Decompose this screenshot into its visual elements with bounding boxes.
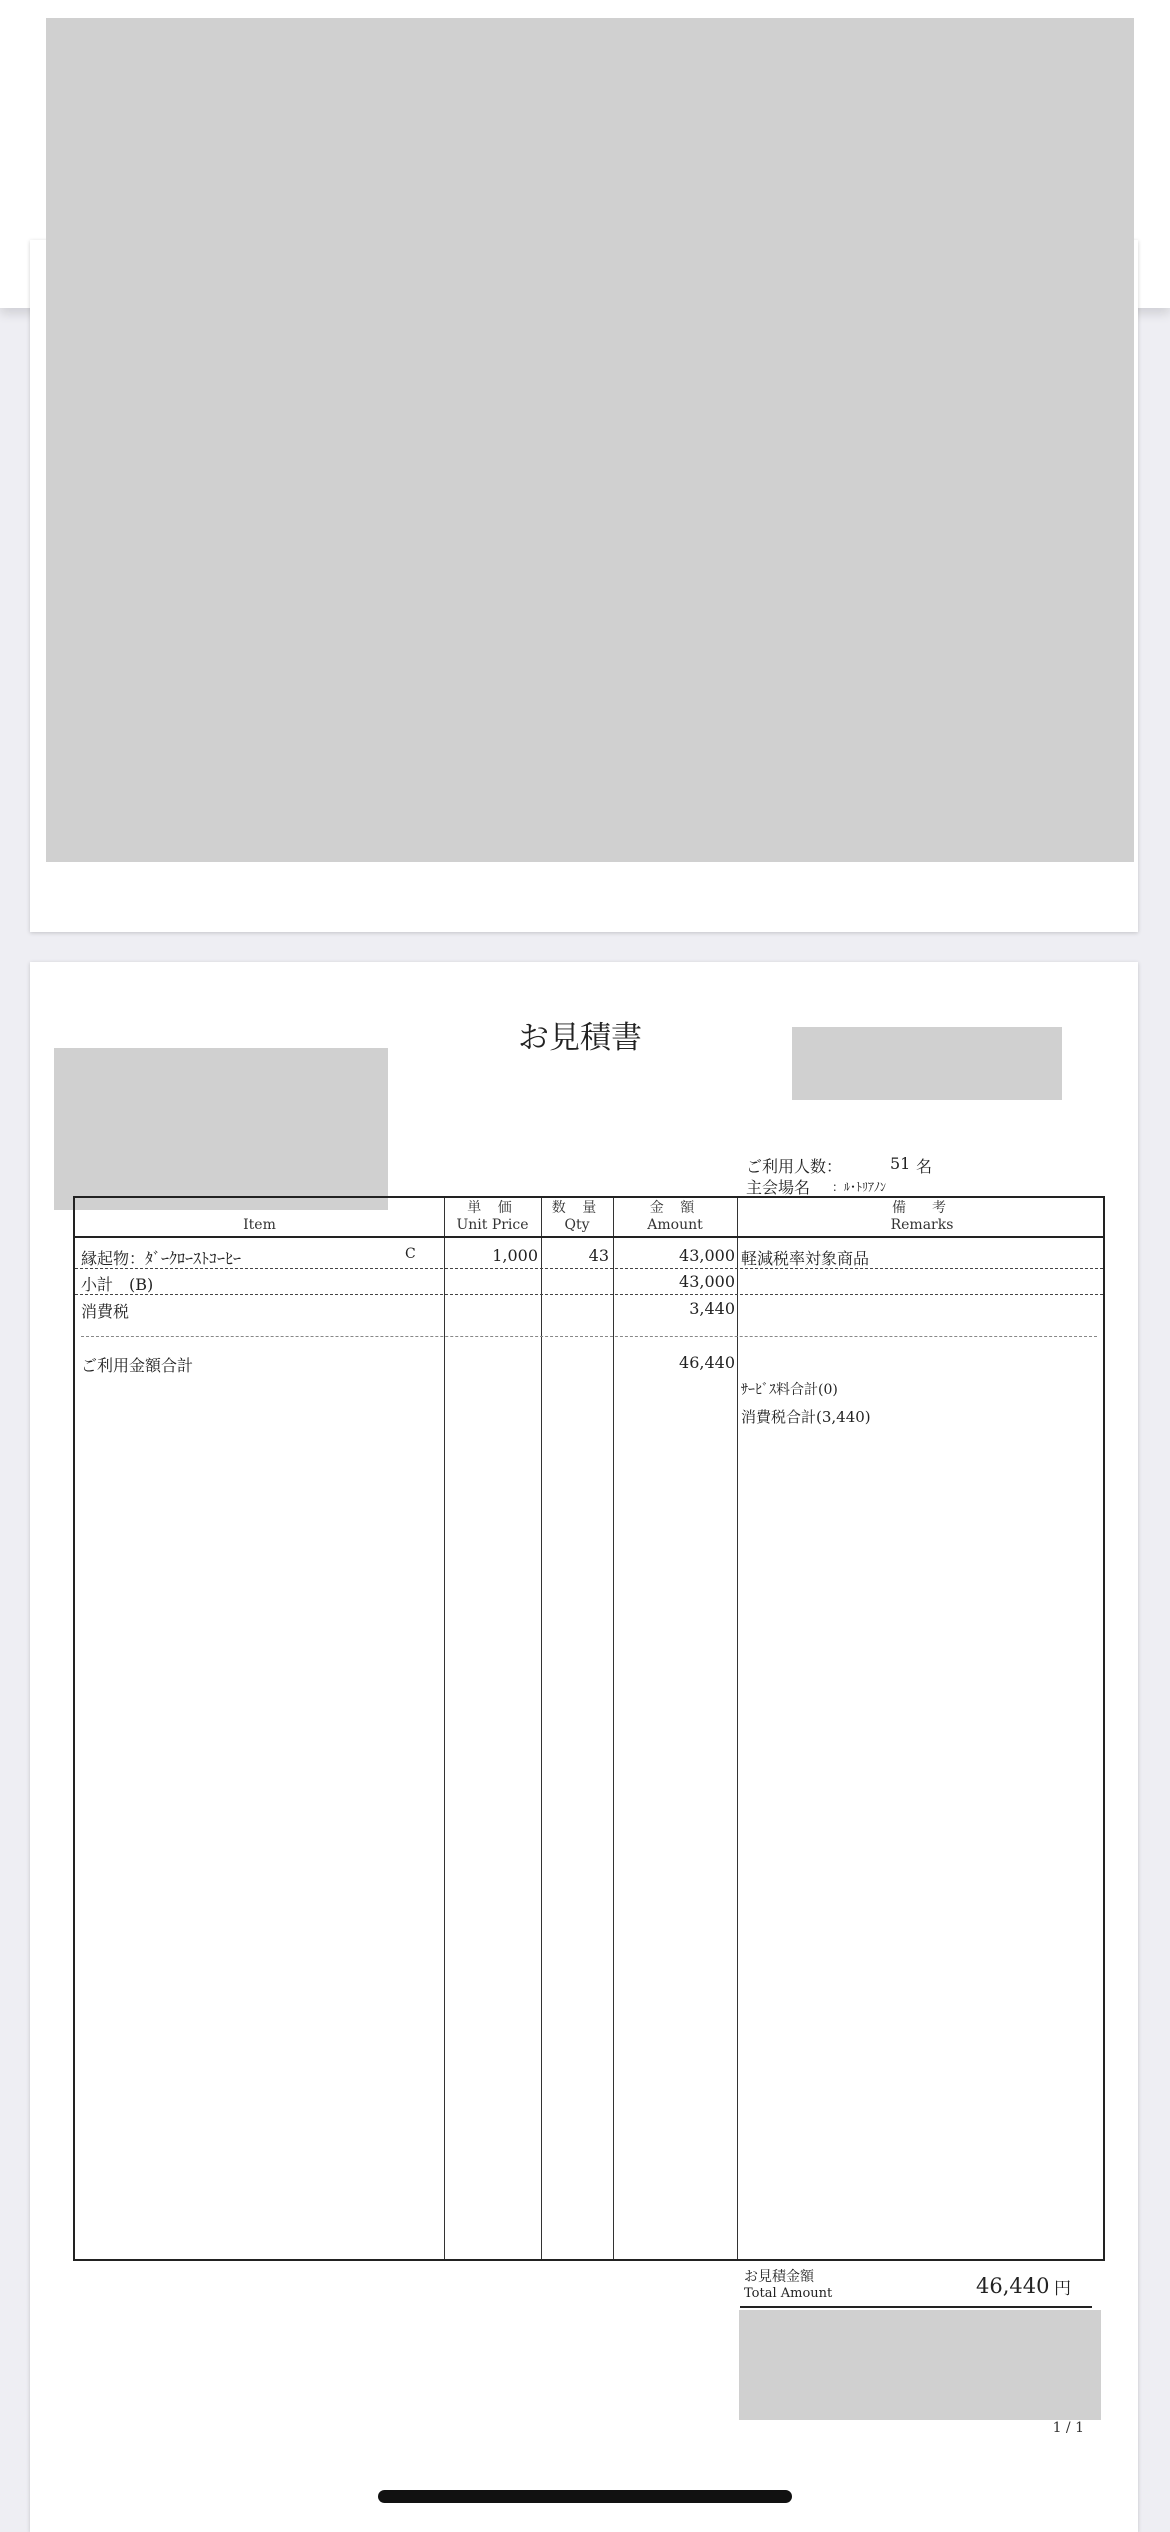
venue-label: 主会場名: [746, 1178, 811, 1197]
header-remarks: 備 考 Remarks: [890, 1200, 954, 1233]
page-number: 1 / 1: [1052, 2420, 1084, 2436]
header-item: Item: [243, 1217, 276, 1233]
attendees-unit: 名: [916, 1157, 933, 1176]
tax-label: 消費税: [81, 1302, 130, 1321]
attendees-value: 51: [890, 1154, 911, 1173]
attendees-label: ご利用人数：: [746, 1157, 843, 1176]
row-1-code: C: [405, 1246, 416, 1262]
total-unit: 円: [1054, 2279, 1071, 2299]
row-1-item: 縁起物：ﾀﾞｰｸﾛｰｽﾄｺｰﾋｰ: [81, 1249, 242, 1268]
home-indicator[interactable]: [378, 2490, 792, 2503]
total-label-en: Total Amount: [744, 2286, 833, 2301]
redacted-stamp: [792, 1027, 1062, 1100]
grand-total-label: ご利用金額合計: [81, 1356, 194, 1375]
estimate-table: [73, 1196, 1105, 2261]
header-amount: 金 額 Amount: [647, 1200, 703, 1233]
row-1-qty: 43: [588, 1246, 609, 1265]
subtotal-label: 小計 (B): [81, 1275, 154, 1294]
total-label-jp: お見積金額: [744, 2269, 814, 2285]
grand-total-amount: 46,440: [679, 1353, 735, 1372]
redacted-address: [54, 1048, 388, 1210]
tax-amount: 3,440: [689, 1299, 735, 1318]
row-1-remarks: 軽減税率対象商品: [741, 1249, 870, 1268]
header-unit-price: 単 価 Unit Price: [456, 1200, 529, 1233]
remarks-service-total: ｻｰﾋﾞｽ料合計(0): [741, 1382, 838, 1398]
row-1-unit-price: 1,000: [492, 1246, 538, 1265]
redacted-signature: [739, 2310, 1101, 2420]
header-qty: 数 量 Qty: [551, 1200, 603, 1233]
total-value: 46,440: [976, 2274, 1050, 2298]
remarks-tax-total: 消費税合計(3,440): [741, 1408, 871, 1426]
document-title: お見積書: [518, 1020, 642, 1056]
row-1-amount: 43,000: [679, 1246, 735, 1265]
venue-value: ：ﾙ･ﾄﾘｱﾉﾝ: [832, 1180, 887, 1194]
redacted-image: [46, 18, 1134, 862]
subtotal-amount: 43,000: [679, 1272, 735, 1291]
